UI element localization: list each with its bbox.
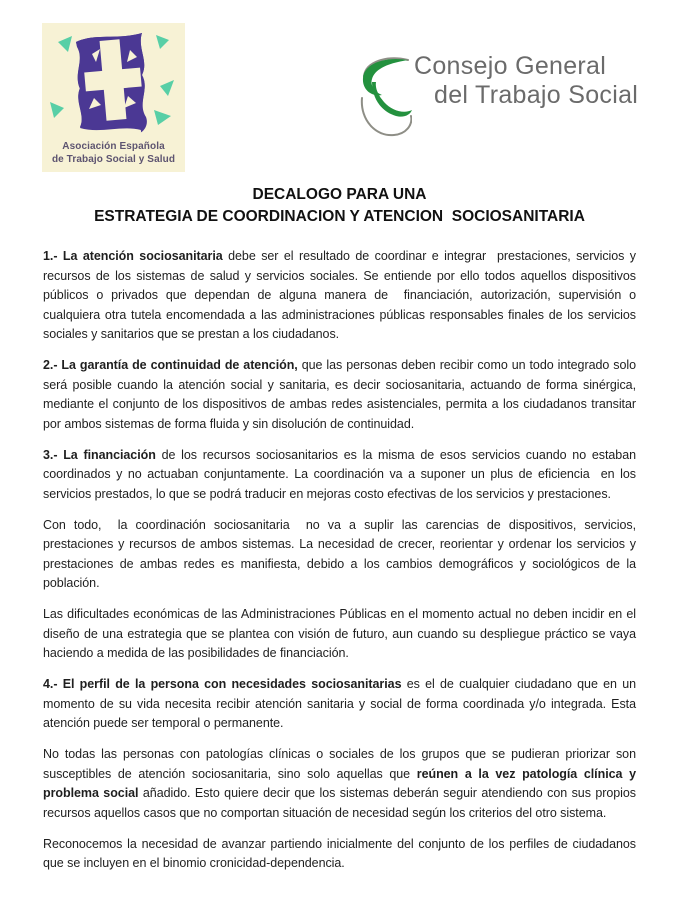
paragraph-run-bold: 1.- La atención sociosanitaria xyxy=(43,249,223,263)
teal-accent xyxy=(160,80,174,96)
aetsys-logo xyxy=(42,23,185,172)
paragraph-run: Reconocemos la necesidad de avanzar partiendo inicialmente del conjunto de los perfiles de ciudadanos que se incluyen en el binomio cronicidad-dependencia. xyxy=(43,836,640,870)
consejo-wordmark xyxy=(414,52,638,110)
consejo-logo xyxy=(360,50,660,155)
paragraph xyxy=(43,356,640,434)
teal-accent xyxy=(154,110,171,125)
teal-accent xyxy=(156,35,169,49)
paragraph-run-bold: 2.- La garantía de continuidad de atención, xyxy=(43,358,298,372)
paragraph-run: que las personas deben recibir como un todo integrado solo será posible cuando la atención social y sanitaria, es decir sociosanitaria, actuando de forma sinérgica, mediante el conjunto de los dispositivos de ambas redes asistenciales, permita a los ciudadanos transitar por ambos sistemas de forma fluida y sin disolución de continuidad. xyxy=(43,358,640,431)
paragraph xyxy=(43,675,640,734)
consejo-swoosh-icon xyxy=(360,54,412,154)
paragraph xyxy=(43,835,640,874)
page-title xyxy=(43,184,636,228)
aetsys-caption-line2: de Trabajo Social y Salud xyxy=(51,154,176,165)
document-body xyxy=(43,247,640,885)
paragraph-run: Las dificultades económicas de las Administraciones Públicas en el momento actual no deben incidir en el diseño de una estrategia que se plantea con visión de futuro, aun cuando su despliegue práctico se vaya haciendo a medida de las posibilidades de financiación. xyxy=(43,607,640,660)
paragraph-run: No todas las personas con patologías clínicas o sociales de los grupos que se pudieran priorizar son susceptibles de atención sociosanitaria, sino solo aquellas que xyxy=(43,747,640,781)
paragraph-run: Con todo, la coordinación sociosanitaria no va a suplir las carencias de dispositivos, servicios, prestaciones y recursos de ambos sistemas. La necesidad de crecer, reorientar y ordenar los servicios y prestaciones de ambas redes es manifiesta, debido a los cambios demográficos y sociológicos de la población. xyxy=(43,517,640,590)
paragraph xyxy=(43,605,640,664)
paragraph-run: de los recursos sociosanitarios es la misma de esos servicios cuando no estaban coordinados y no actuaban conjuntamente. La coordinación va a suponer un plus de eficiencia en los servicios prestados, lo que se podrá traducir en mejoras costo efectivas de los servicios y prestaciones. xyxy=(43,447,640,501)
paragraph xyxy=(43,516,640,594)
teal-accent xyxy=(50,102,64,118)
paragraph xyxy=(43,247,640,345)
paragraph-run-bold: reúnen a la vez patología clínica y problema social xyxy=(43,766,640,800)
aetsys-caption-line1: Asociación Española xyxy=(62,141,165,152)
consejo-line1: Consejo General xyxy=(414,52,607,80)
paragraph-run: debe ser el resultado de coordinar e integrar prestaciones, servicios y recursos de los sistemas de salud y servicios sociales. Se entiende por ello todos aquellos dispositivos públicos o privados que dependan de alguna manera de financiación, autorización, supervisión o cualquiera otra tutela encomendada a las administraciones públicas responsables finales de los servicios sociales y sanitarios que se prestan a los ciudadanos. xyxy=(43,249,640,341)
paragraph xyxy=(43,745,640,823)
paragraph-run: añadido. Esto quiere decir que los sistemas deberán seguir atendiendo con sus propios recursos aquellos casos que no comportan situación de necesidad según los criterios del otro sistema. xyxy=(43,786,640,820)
title-line2: ESTRATEGIA DE COORDINACION Y ATENCION SOCIOSANITARIA xyxy=(94,208,585,225)
aetsys-caption xyxy=(42,140,185,166)
aetsys-cross-icon xyxy=(42,28,185,134)
paragraph-run-bold: 4.- El perfil de la persona con necesidades sociosanitarias xyxy=(43,677,402,691)
paragraph xyxy=(43,446,640,505)
paragraph-run-bold: 3.- La financiación xyxy=(43,447,156,462)
consejo-line2: del Trabajo Social xyxy=(434,81,639,109)
paragraph-run: es el de cualquier ciudadano que en un momento de su vida necesita recibir atención sanitaria y social de forma coordinada y/o integrada. Esta atención puede ser temporal o permanente. xyxy=(43,677,640,730)
title-line1: DECALOGO PARA UNA xyxy=(252,186,427,203)
teal-accent xyxy=(58,36,72,52)
